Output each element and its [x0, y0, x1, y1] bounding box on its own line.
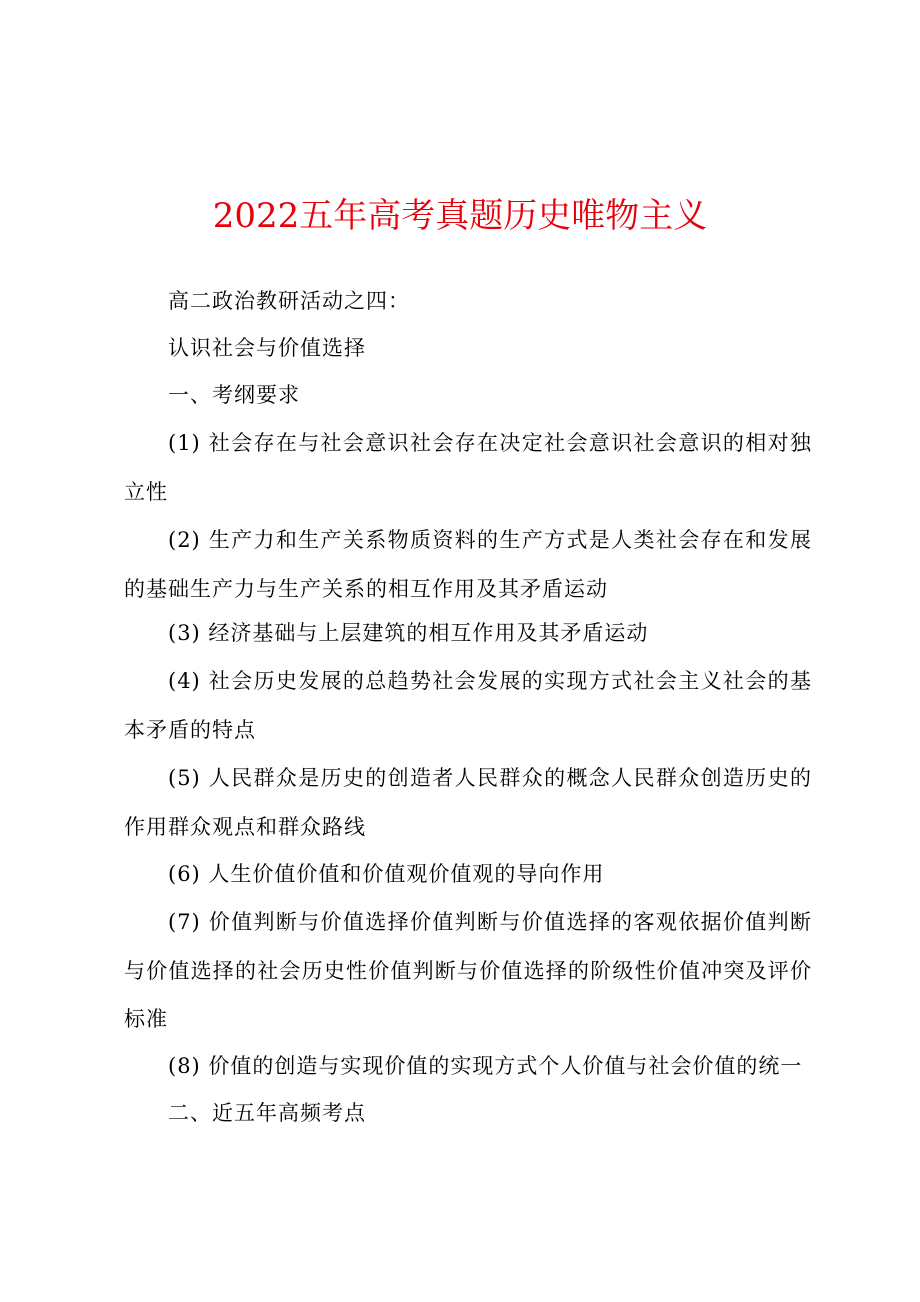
document-title: 2022五年高考真题历史唯物主义: [212, 196, 708, 236]
syllabus-item-3: (3) 经济基础与上层建筑的相互作用及其矛盾运动: [168, 621, 649, 645]
syllabus-item-2: (2) 生产力和生产关系物质资料的生产方式是人类社会存在和发展的基础生产力与生产关系的相互作用及其矛盾运动: [124, 528, 812, 601]
syllabus-item-7: (7) 价值判断与价值选择价值判断与价值选择的客观依据价值判断与价值选择的社会历史性价值判断与价值选择的阶级性价值冲突及评价标准: [124, 910, 812, 1031]
syllabus-item-6: (6) 人生价值价值和价值观价值观的导向作用: [168, 862, 605, 886]
paragraph-topic: 认识社会与价值选择: [168, 336, 366, 360]
syllabus-item-8: (8) 价值的创造与实现价值的实现方式个人价值与社会价值的统一: [168, 1054, 803, 1078]
syllabus-item-1: (1) 社会存在与社会意识社会存在决定社会意识社会意识的相对独立性: [124, 431, 812, 504]
section-heading-frequent-topics: 二、近五年高频考点: [168, 1101, 366, 1125]
section-heading-syllabus: 一、考纲要求: [168, 383, 300, 407]
syllabus-item-5: (5) 人民群众是历史的创造者人民群众的概念人民群众创造历史的作用群众观点和群众路线: [124, 766, 812, 839]
syllabus-item-4: (4) 社会历史发展的总趋势社会发展的实现方式社会主义社会的基本矛盾的特点: [124, 669, 812, 742]
paragraph-activity-heading: 高二政治教研活动之四：: [168, 289, 410, 313]
